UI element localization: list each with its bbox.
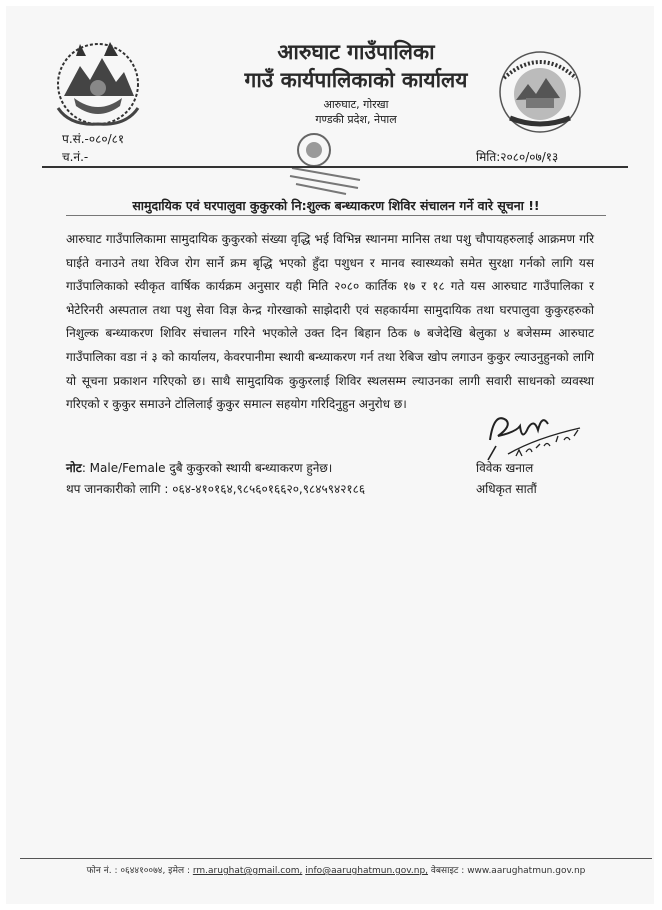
letterhead-footer [20,863,652,876]
office-title: गाउँ कार्यपालिकाको कार्यालय [244,68,468,92]
address-line-1: आरुघाट, गोरखा [323,98,389,111]
footer-divider [20,858,652,859]
nepal-emblem-icon [50,36,146,128]
notice-body: आरुघाट गाउँपालिकामा सामुदायिक कुकुरको संख्या वृद्धि भई विभिन्न स्थानमा मानिस तथा पशु चौपायहरुलाई आक्रमण गरि घाईते वनाउने तथा रेविज रोग सार्ने क्रम बृद्धि भएको हुँदा पशुधन र मानव स्वास्थ्यको समेत सुरक्षा गर्नको लागि यस गाउँपालिकाको स्वीकृत वार्षिक कार्यक्रम अनुसार यही मिति २०८० कार्तिक १७ र १८ गते यस आरुघाट गाउँपालिका र भेटेरिनरी अस्पताल तथा पशु सेवा विज्ञ केन्द्र गोरखाको साझेदारी एवं सहकार्यमा सामुदायिक तथा घरपालुवा कुकुरहरुको निशुल्क बन्ध्याकरण शिविर संचालन गरिने भएकोले उक्त दिन बिहान ठिक ७ बजेदेखि बेलुका ४ बजेसम्म आरुघाट गाउँपालिका वडा नं ३ को कार्यालय, केवरपानीमा स्थायी बन्ध्याकरण गर्न तथा रेबिज खोप लगाउन कुकुर ल्याउनुहुनको लागि यो सूचना प्रकाशन गरिएको छ। साथै सामुदायिक कुकुरलाई शिविर स्थलसम्म ल्याउनका लागी सवारी साधनको व्यवस्था गरिएको र कुकुर समाउने टोलिलाई कुकुर समात्न सहयोग गरिदिनुहुन अनुरोध छ। [66,232,594,412]
letter-page [6,6,654,904]
notice-subject: सामुदायिक एवं घरपालुवा कुकुरको नि:शुल्क बन्ध्याकरण शिविर संचालन गर्ने वारे सूचना !! [132,198,540,213]
municipality-logo-icon [496,48,584,136]
signer-title: अधिकृत सातौं [476,482,537,496]
contact-line: थप जानकारीको लागि : ०६४-४१०१६४,९८५६०१६६२०,९८४५९४२१८६ [66,482,366,496]
office-stamp-icon [286,128,366,196]
note-line [66,459,332,476]
footer-website-label: वेबसाइट : [430,866,465,876]
subject-underline [66,215,606,216]
footer-email-primary[interactable]: rm.arughat@gmail.com, [192,866,303,876]
dispatch-number: च.नं.- [62,150,89,164]
address-line-2: गण्डकी प्रदेश, नेपाल [315,113,397,126]
municipality-title: आरुघाट गाउँपालिका [277,40,435,64]
signature-icon [476,406,596,466]
letter-date: मिति:२०८०/०७/१३ [476,150,559,164]
footer-phone: फोन नं. : ०६४४१००७४, इमेल : [86,866,190,876]
note-text: : Male/Female दुबै कुकुरको स्थायी बन्ध्याकरण हुनेछ। [81,461,333,475]
note-label: नोट [66,461,82,475]
signer-name: विवेक खनाल [476,461,534,475]
header-divider [42,166,628,168]
reference-number: प.सं.-०८०/८१ [62,132,125,146]
footer-email-secondary[interactable]: info@aarughatmun.gov.np, [305,866,429,876]
footer-website[interactable]: www.aarughatmun.gov.np [467,866,586,876]
